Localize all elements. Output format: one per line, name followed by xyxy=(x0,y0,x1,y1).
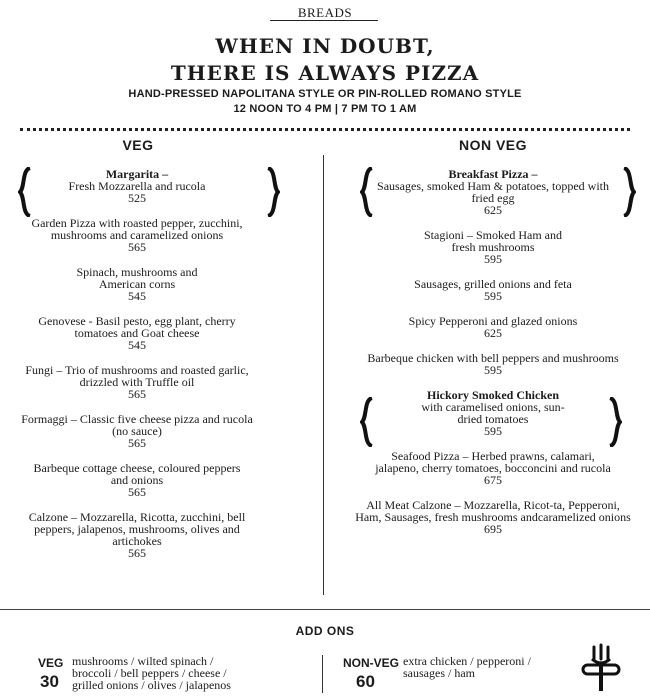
addon-veg-list xyxy=(72,655,231,691)
section-label: BREADS xyxy=(297,5,353,20)
item-name: Garden Pizza with roasted pepper, zucchini, mushrooms and caramelized onions xyxy=(31,216,243,242)
item-price: 545 xyxy=(128,338,146,352)
menu-title-line1: WHEN IN DOUBT, xyxy=(215,34,435,58)
nonveg-column xyxy=(355,167,631,548)
item-name: Stagioni – Smoked Ham and fresh mushrooms xyxy=(424,228,562,254)
fork-sausage-icon xyxy=(580,643,622,693)
item-name: Barbeque chicken with bell peppers and mushrooms xyxy=(367,351,619,365)
addon-nonveg-line: extra chicken / pepperoni / xyxy=(403,654,531,668)
item-name: Hickory Smoked Chicken xyxy=(426,388,559,402)
item-price: 625 xyxy=(484,203,502,217)
menu-item xyxy=(6,266,268,302)
addon-veg-line: broccoli / bell peppers / cheese / xyxy=(72,666,227,680)
item-price: 525 xyxy=(128,191,146,205)
menu-item xyxy=(6,315,268,351)
menu-hours: 12 NOON TO 4 PM | 7 PM TO 1 AM xyxy=(233,103,417,115)
veg-column xyxy=(6,168,268,572)
menu-item-margarita xyxy=(6,168,268,204)
curly-brace-icon xyxy=(360,397,374,447)
menu-item xyxy=(6,413,268,449)
item-name: Seafood Pizza – Herbed prawns, calamari, jalapeno, cherry tomatoes, bocconcini and rucola xyxy=(375,449,611,475)
menu-item xyxy=(362,315,624,339)
item-description: with caramelised onions, sun-dried tomatoes xyxy=(421,400,565,426)
item-name: Barbeque cottage cheese, coloured peppers and onions xyxy=(33,461,241,487)
menu-item xyxy=(362,278,624,302)
veg-heading: VEG xyxy=(122,137,154,153)
menu-item xyxy=(6,511,268,559)
addon-veg-label: VEG xyxy=(38,656,64,670)
menu-item xyxy=(342,352,644,376)
menu-item xyxy=(6,364,268,400)
curly-brace-icon xyxy=(622,167,636,217)
item-price: 565 xyxy=(128,240,146,254)
menu-subtitle: HAND-PRESSED NAPOLITANA STYLE OR PIN-ROLLED ROMANO STYLE xyxy=(128,88,522,100)
addon-nonveg-line: sausages / ham xyxy=(403,666,475,680)
item-name: Genovese - Basil pesto, egg plant, cherry tomatoes and Goat cheese xyxy=(38,314,236,340)
item-name: Spinach, mushrooms and American corns xyxy=(76,265,198,291)
addon-nonveg-price: 60 xyxy=(356,672,375,691)
item-name: Margarita – xyxy=(105,167,169,181)
column-divider xyxy=(323,155,324,595)
addon-veg-line: grilled onions / olives / jalapenos xyxy=(72,678,231,692)
menu-item xyxy=(354,499,632,535)
dotted-divider xyxy=(20,128,630,131)
menu-item xyxy=(6,462,268,498)
item-price: 595 xyxy=(484,289,502,303)
item-price: 545 xyxy=(128,289,146,303)
item-name: Calzone – Mozzarella, Ricotta, zucchini, bell peppers, jalapenos, mushrooms, olives and artichokes xyxy=(28,510,246,548)
item-price: 565 xyxy=(128,485,146,499)
item-description: Fresh Mozzarella and rucola xyxy=(68,179,206,193)
section-underline xyxy=(270,20,378,21)
curly-brace-icon xyxy=(266,167,280,217)
item-name: Breakfast Pizza – xyxy=(448,167,538,181)
addon-nonveg-list xyxy=(403,655,531,679)
item-price: 675 xyxy=(484,473,502,487)
item-price: 565 xyxy=(128,387,146,401)
bottom-divider xyxy=(0,609,650,610)
menu-item xyxy=(362,229,624,265)
menu-item xyxy=(6,217,268,253)
item-price: 695 xyxy=(484,522,502,536)
nonveg-heading: NON VEG xyxy=(458,137,528,153)
curly-brace-icon xyxy=(360,167,374,217)
curly-brace-icon xyxy=(18,167,32,217)
item-name: Sausages, grilled onions and feta xyxy=(414,277,572,291)
item-price: 595 xyxy=(484,424,502,438)
item-description: Sausages, smoked Ham & potatoes, topped with fried egg xyxy=(377,179,609,205)
item-price: 625 xyxy=(484,326,502,340)
menu-item-hickory-smoked-chicken xyxy=(362,389,624,437)
addon-divider xyxy=(322,655,323,693)
item-price: 595 xyxy=(484,363,502,377)
item-price: 565 xyxy=(128,436,146,450)
item-name: Spicy Pepperoni and glazed onions xyxy=(408,314,578,328)
addon-veg-line: mushrooms / wilted spinach / xyxy=(72,654,214,668)
addon-nonveg-label: NON-VEG xyxy=(343,656,400,670)
item-name: All Meat Calzone – Mozzarella, Ricot-ta, Pepperoni, Ham, Sausages, fresh mushrooms andcaramelized onions xyxy=(355,498,631,524)
item-price: 595 xyxy=(484,252,502,266)
addons-title: ADD ONS xyxy=(295,624,355,638)
addon-veg-price: 30 xyxy=(40,672,59,691)
item-name: Fungi – Trio of mushrooms and roasted garlic, drizzled with Truffle oil xyxy=(25,363,249,389)
item-name: Formaggi – Classic five cheese pizza and rucola (no sauce) xyxy=(21,412,253,438)
menu-item-breakfast-pizza xyxy=(362,168,624,216)
menu-item xyxy=(362,450,624,486)
menu-title-line2: THERE IS ALWAYS PIZZA xyxy=(170,61,480,85)
item-price: 565 xyxy=(128,546,146,560)
curly-brace-icon xyxy=(608,397,622,447)
